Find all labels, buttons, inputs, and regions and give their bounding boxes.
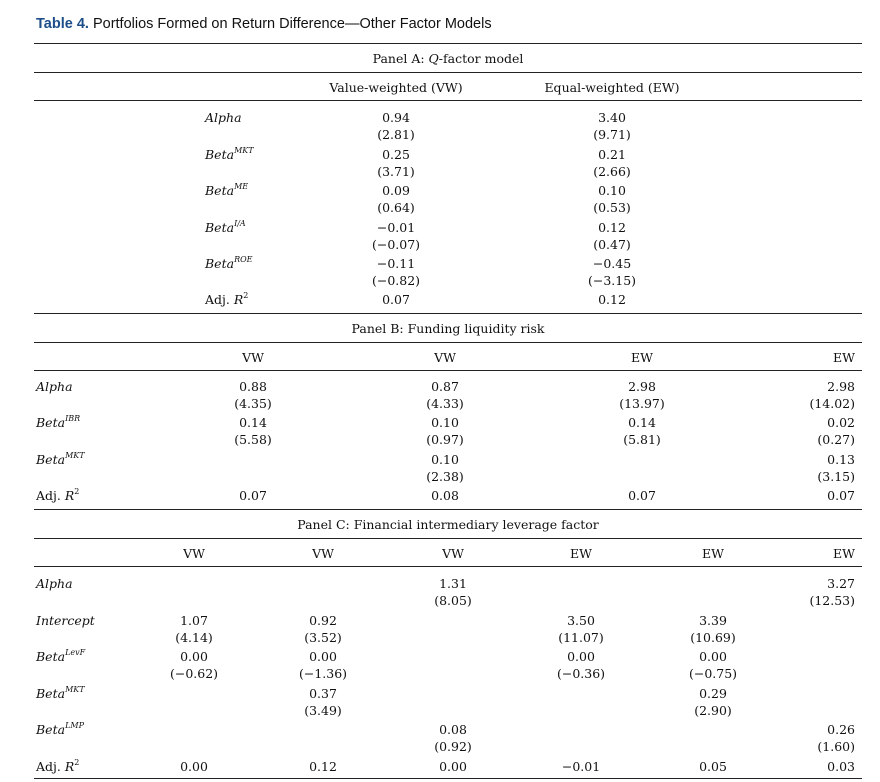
cell-tstat: (3.52)	[304, 630, 342, 645]
row-label-superscript: I/A	[234, 219, 246, 228]
panel-b-rule	[34, 342, 862, 343]
cell-coef: 0.21	[598, 147, 626, 162]
panel-a-header-rule	[34, 100, 862, 101]
panel-a-title	[373, 51, 524, 66]
table-label: Table 4.	[36, 16, 89, 32]
panel-c-header: VW	[312, 546, 334, 561]
panel-b-header: EW	[631, 350, 653, 365]
row-label	[36, 379, 73, 395]
cell-tstat: (3.49)	[304, 703, 342, 718]
adj-label-sq: 2	[243, 291, 249, 300]
row-label	[36, 613, 95, 629]
adj-value: 0.00	[180, 759, 208, 774]
cell-tstat: (12.53)	[809, 593, 855, 608]
cell-coef: −0.01	[376, 220, 416, 235]
cell-tstat: (0.64)	[377, 200, 415, 215]
panel-a-title-prefix: Panel A:	[372, 51, 429, 66]
row-label-superscript: MKT	[65, 451, 85, 460]
row-label-name: Beta	[205, 147, 235, 162]
row-label	[205, 183, 248, 199]
cell-coef: 0.00	[567, 649, 595, 664]
cell-tstat: (−0.36)	[556, 666, 606, 681]
panel-b-title: Panel B: Funding liquidity risk	[351, 321, 545, 336]
row-label	[205, 220, 246, 236]
adj-value: 0.07	[628, 488, 656, 503]
row-label	[205, 147, 254, 163]
cell-tstat: (4.14)	[175, 630, 213, 645]
row-label-name: Beta	[36, 415, 66, 430]
cell-tstat: (9.71)	[593, 127, 631, 142]
cell-tstat: (4.33)	[426, 396, 464, 411]
adj-label-r: R	[233, 292, 244, 307]
row-label-name: Alpha	[36, 576, 73, 591]
row-label	[36, 686, 85, 702]
row-label-superscript: MKT	[65, 685, 85, 694]
row-label	[36, 452, 85, 468]
cell-coef: 0.00	[309, 649, 337, 664]
adj-label-text: Adj.	[205, 292, 234, 307]
row-label-name: Beta	[36, 649, 66, 664]
cell-coef: 2.98	[628, 379, 656, 394]
adj-value: 0.12	[309, 759, 337, 774]
table-title: Portfolios Formed on Return Difference—Other Factor Models	[92, 16, 492, 32]
cell-tstat: (−0.62)	[169, 666, 219, 681]
cell-tstat: (3.71)	[377, 164, 415, 179]
cell-coef: 0.02	[827, 415, 855, 430]
row-label-superscript: LMP	[65, 721, 84, 730]
cell-coef: 0.08	[439, 722, 467, 737]
row-label-name: Alpha	[205, 110, 242, 125]
panel-c-title: Panel C: Financial intermediary leverage factor	[297, 517, 599, 532]
cell-tstat: (3.15)	[817, 469, 855, 484]
cell-tstat: (5.58)	[234, 432, 272, 447]
adj-label-text: Adj.	[36, 759, 65, 774]
panel-b-top-rule	[34, 313, 862, 314]
panel-a-title-q: Q	[428, 51, 439, 66]
cell-tstat: (0.53)	[593, 200, 631, 215]
cell-coef: 0.10	[431, 452, 459, 467]
cell-coef: 0.37	[309, 686, 337, 701]
cell-coef: 0.12	[598, 220, 626, 235]
cell-coef: 0.87	[431, 379, 459, 394]
panel-c-top-rule	[34, 509, 862, 510]
cell-coef: 3.27	[827, 576, 855, 591]
row-label-superscript: ME	[234, 182, 249, 191]
cell-coef: 0.26	[827, 722, 855, 737]
panel-c-header: EW	[702, 546, 724, 561]
cell-tstat: (0.97)	[426, 432, 464, 447]
cell-coef: 0.92	[309, 613, 337, 628]
cell-coef: 3.50	[567, 613, 595, 628]
cell-tstat: (11.07)	[558, 630, 604, 645]
table-caption	[36, 16, 492, 32]
row-label-superscript: ROE	[234, 255, 253, 264]
panel-c-header: VW	[183, 546, 205, 561]
cell-tstat: (0.47)	[593, 237, 631, 252]
row-label-name: Beta	[205, 256, 235, 271]
adj-value: 0.03	[827, 759, 855, 774]
panel-b-header: EW	[833, 350, 855, 365]
cell-tstat: (0.27)	[817, 432, 855, 447]
row-label-name: Beta	[36, 452, 66, 467]
cell-tstat: (1.60)	[817, 739, 855, 754]
adj-r2-label	[36, 488, 79, 504]
cell-tstat: (0.92)	[434, 739, 472, 754]
cell-coef: 0.29	[699, 686, 727, 701]
adj-value: 0.08	[431, 488, 459, 503]
cell-tstat: (−3.15)	[587, 273, 637, 288]
row-label	[36, 649, 85, 665]
cell-coef: 0.14	[628, 415, 656, 430]
cell-tstat: (10.69)	[690, 630, 736, 645]
cell-coef: 3.39	[699, 613, 727, 628]
row-label-name: Beta	[205, 220, 235, 235]
cell-coef: 1.31	[439, 576, 467, 591]
adj-label-sq: 2	[74, 487, 80, 496]
adj-r2-label	[205, 292, 248, 308]
adj-label-r: R	[64, 488, 75, 503]
cell-tstat: (−0.82)	[371, 273, 421, 288]
cell-tstat: (2.66)	[593, 164, 631, 179]
cell-coef: 3.40	[598, 110, 626, 125]
row-label-superscript: LevF	[65, 648, 86, 657]
cell-tstat: (4.35)	[234, 396, 272, 411]
cell-tstat: (2.38)	[426, 469, 464, 484]
cell-coef: 0.13	[827, 452, 855, 467]
cell-coef: 0.00	[699, 649, 727, 664]
adj-value: −0.01	[561, 759, 601, 774]
cell-coef: 0.94	[382, 110, 410, 125]
panel-c-header-rule	[34, 566, 862, 567]
cell-tstat: (14.02)	[809, 396, 855, 411]
row-label-superscript: MKT	[234, 146, 254, 155]
adj-value: 0.05	[699, 759, 727, 774]
adj-value: 0.07	[827, 488, 855, 503]
cell-coef: 0.14	[239, 415, 267, 430]
panel-a-header-ew: Equal-weighted (EW)	[544, 80, 680, 95]
adj-label-r: R	[64, 759, 75, 774]
panel-c-header: EW	[570, 546, 592, 561]
adj-value: 0.00	[439, 759, 467, 774]
adj-value: 0.12	[598, 292, 626, 307]
panel-a-rule	[34, 72, 862, 73]
panel-b-header: VW	[434, 350, 456, 365]
bottom-rule	[34, 778, 862, 779]
row-label-name: Beta	[36, 686, 66, 701]
row-label-name: Beta	[36, 722, 66, 737]
panel-a-header-vw: Value-weighted (VW)	[329, 80, 463, 95]
adj-label-sq: 2	[74, 758, 80, 767]
cell-coef: 0.10	[598, 183, 626, 198]
cell-tstat: (5.81)	[623, 432, 661, 447]
panel-b-header: VW	[242, 350, 264, 365]
row-label-name: Alpha	[36, 379, 73, 394]
row-label-superscript: IBR	[65, 414, 81, 423]
adj-value: 0.07	[239, 488, 267, 503]
cell-tstat: (8.05)	[434, 593, 472, 608]
cell-coef: 0.09	[382, 183, 410, 198]
cell-coef: 2.98	[827, 379, 855, 394]
cell-coef: −0.45	[592, 256, 632, 271]
row-label	[36, 722, 84, 738]
panel-a-title-suffix: -factor model	[438, 51, 524, 66]
cell-coef: −0.11	[376, 256, 416, 271]
cell-coef: 0.25	[382, 147, 410, 162]
adj-r2-label	[36, 759, 79, 775]
row-label-name: Beta	[205, 183, 235, 198]
cell-tstat: (−0.07)	[371, 237, 421, 252]
cell-coef: 0.00	[180, 649, 208, 664]
panel-c-header: EW	[833, 546, 855, 561]
top-rule	[34, 43, 862, 44]
cell-tstat: (2.81)	[377, 127, 415, 142]
panel-b-header-rule	[34, 370, 862, 371]
panel-c-rule	[34, 538, 862, 539]
row-label	[36, 415, 80, 431]
panel-c-header: VW	[442, 546, 464, 561]
cell-coef: 0.10	[431, 415, 459, 430]
row-label	[36, 576, 73, 592]
adj-label-text: Adj.	[36, 488, 65, 503]
cell-coef: 1.07	[180, 613, 208, 628]
cell-tstat: (13.97)	[619, 396, 665, 411]
row-label	[205, 110, 242, 126]
cell-tstat: (−1.36)	[298, 666, 348, 681]
adj-value: 0.07	[382, 292, 410, 307]
cell-tstat: (2.90)	[694, 703, 732, 718]
cell-tstat: (−0.75)	[688, 666, 738, 681]
row-label-name: Intercept	[36, 613, 95, 628]
cell-coef: 0.88	[239, 379, 267, 394]
row-label	[205, 256, 252, 272]
